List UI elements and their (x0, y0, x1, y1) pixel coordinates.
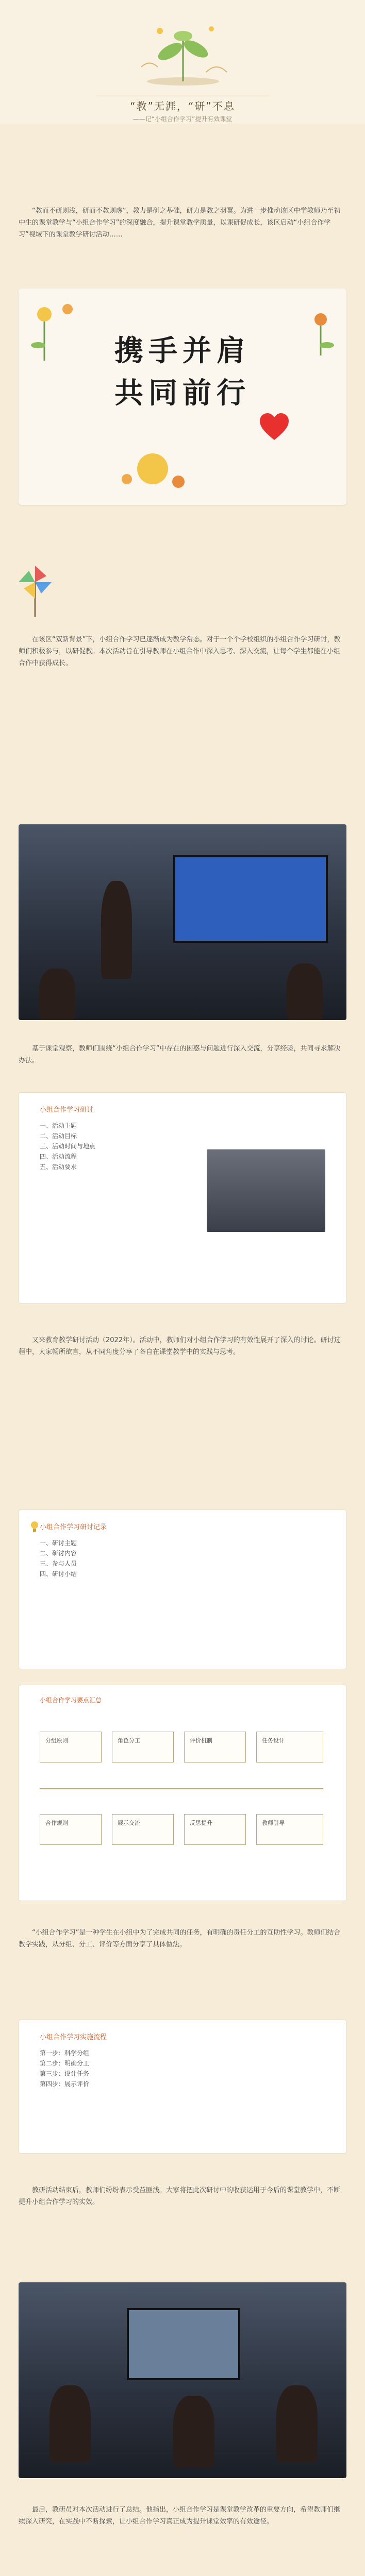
document-line: 第二步：明确分工 (40, 2060, 90, 2067)
hero-header (0, 0, 365, 124)
document-card-3 (19, 2020, 346, 2154)
document-card-1 (19, 1092, 346, 1303)
document-line: 二、研讨内容 (40, 1550, 77, 1557)
document-line: 三、活动时间与地点 (40, 1143, 96, 1150)
table-heading: 小组合作学习要点汇总 (40, 1697, 102, 1704)
student-figure (39, 969, 75, 1020)
section-6-paragraph: 最后，教研员对本次活动进行了总结。他指出，小组合作学习是课堂教学改革的重要方向，希望教师们继续深入研究，在实践中不断探索，让小组合作学习真正成为提升课堂效率的有效途径。 (19, 2506, 341, 2526)
document-line: 第三步：设计任务 (40, 2070, 90, 2077)
table-cell: 角色分工 (112, 1732, 174, 1762)
lightbulb-icon (28, 1520, 41, 1533)
banner-card (19, 289, 346, 505)
document-line: 第四步：展示评价 (40, 2080, 90, 2088)
classroom-screen (173, 855, 328, 943)
student-figure (276, 2385, 318, 2463)
hero-subtitle: ——记“小组合作学习”提升有效课堂 (132, 115, 233, 123)
document-line: 三、参与人员 (40, 1560, 77, 1567)
section-1-paragraph: 在该区“双新背景”下，小组合作学习已逐渐成为教学常态。对于一个个学校组织的小组合作学习研讨，教师们积极参与，以研促教。本次活动旨在引导教师在小组合作中深入思考、深入交流，让每个学生都能在小组合作中获得成长。 (19, 636, 341, 667)
table-cell: 反思提升 (184, 1814, 246, 1845)
table-connector (40, 1788, 323, 1789)
summary-table (19, 1685, 346, 1901)
document-card-2 (19, 1510, 346, 1669)
intro-paragraph: “教而不研则浅，研而不教则虚”，教力是研之基础，研力是教之羽翼。为进一步推动该区中学教师乃至初中生的课堂教学与“小组合作学习”的深度融合，提升课堂教学质量，以课研促成长，该区启动“小组合作学习”视域下的课堂教学研讨活动…… (19, 207, 341, 239)
document-line: 五、活动要求 (40, 1163, 77, 1171)
document-line: 四、活动流程 (40, 1153, 77, 1160)
table-cell: 分组原则 (40, 1732, 102, 1762)
banner-title (19, 330, 346, 414)
student-figure (173, 2396, 214, 2468)
table-cell: 展示交流 (112, 1814, 174, 1845)
hero-title: “教”无涯，“研”不息 (130, 100, 235, 112)
table-cell: 任务设计 (256, 1732, 323, 1762)
plant-illustration-icon (129, 10, 237, 88)
classroom-screen (127, 2308, 240, 2380)
document-heading: 小组合作学习实施流程 (40, 2033, 107, 2041)
student-figure (49, 2385, 91, 2463)
section-5-paragraph: 教研活动结束后，教师们纷纷表示受益匪浅。大家将把此次研讨中的收获运用于今后的课堂教学中，不断提升小组合作学习的实效。 (19, 2187, 341, 2206)
sun-illustration-icon (111, 438, 194, 495)
document-photo (207, 1149, 325, 1232)
classroom-photo-2 (19, 2282, 346, 2478)
pinwheel-icon (14, 562, 56, 618)
document-line: 二、活动目标 (40, 1132, 77, 1140)
document-line: 一、活动主题 (40, 1122, 77, 1129)
document-line: 一、研讨主题 (40, 1539, 77, 1547)
heart-icon (259, 412, 290, 443)
table-cell: 合作规则 (40, 1814, 102, 1845)
section-3-paragraph: 又来教育教学研讨活动（2022年）。活动中，教师们对小组合作学习的有效性展开了深入的讨论。研讨过程中，大家畅所欲言，从不同角度分享了各自在课堂教学中的实践与思考。 (19, 1336, 341, 1356)
table-cell: 教师引导 (256, 1814, 323, 1845)
classroom-photo-1 (19, 824, 346, 1020)
section-2-paragraph: 基于课堂观察，教师们围绕“小组合作学习”中存在的困惑与问题进行深入交流，分享经验，共同寻求解决办法。 (19, 1045, 341, 1064)
document-line: 四、研讨小结 (40, 1570, 77, 1578)
document-line: 第一步：科学分组 (40, 2049, 90, 2057)
student-figure (287, 963, 323, 1020)
banner-line-1: 携手并肩 (114, 334, 251, 368)
section-4-paragraph: “小组合作学习”是一种学生在小组中为了完成共同的任务，有明确的责任分工的互助性学习。教师们结合教学实践，从分组、分工、评价等方面分享了具体做法。 (19, 1929, 341, 1948)
teacher-figure (101, 881, 132, 979)
document-heading: 小组合作学习研讨记录 (40, 1523, 107, 1531)
banner-line-2: 共同前行 (114, 376, 251, 410)
table-cell: 评价机制 (184, 1732, 246, 1762)
document-heading: 小组合作学习研讨 (40, 1106, 94, 1114)
